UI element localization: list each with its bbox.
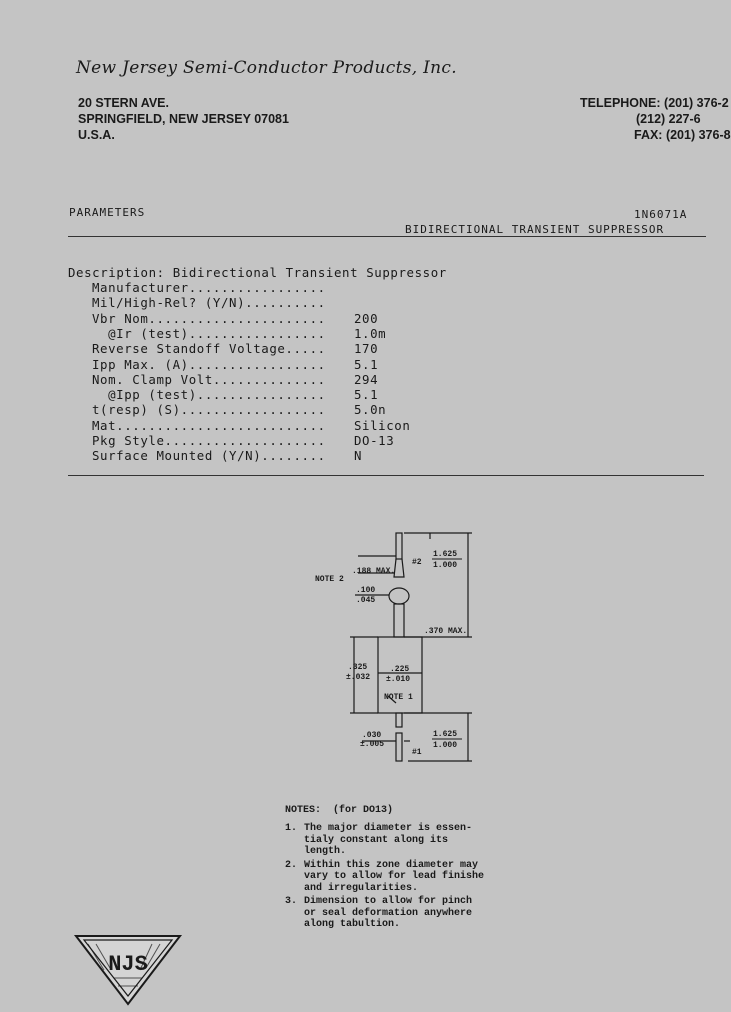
- note2-label: NOTE 2: [315, 575, 344, 584]
- part-number: 1N6071A: [634, 208, 688, 221]
- spec-label: @Ir (test).................: [92, 325, 326, 341]
- dim-pm005: ±.005: [360, 740, 385, 749]
- note-number: 2.: [285, 859, 298, 871]
- dim-d225: .225: [390, 665, 410, 674]
- header-rule: [68, 236, 706, 237]
- fax: FAX: (201) 376-8: [634, 128, 731, 142]
- dim-top-1000: 1.000: [433, 561, 458, 570]
- spec-value: 1.0m: [354, 325, 387, 341]
- top-lead: [396, 533, 402, 559]
- note-line: along tabultion.: [304, 919, 401, 930]
- dim-bot-1000: 1.000: [433, 741, 458, 750]
- bottom-lead: [396, 733, 402, 761]
- spec-label: Manufacturer.................: [92, 280, 326, 295]
- part-description: BIDIRECTIONAL TRANSIENT SUPPRESSOR: [405, 223, 665, 236]
- package-drawing: [300, 525, 510, 775]
- dim-188: .188 MAX.: [352, 567, 396, 576]
- spec-label: @Ipp (test)................: [92, 387, 326, 403]
- telephone: TELEPHONE: (201) 376-2: [580, 96, 729, 110]
- note-number: 1.: [285, 823, 298, 834]
- seal-bulb: [389, 588, 409, 604]
- note-line: and irregularities.: [304, 882, 419, 894]
- dim-max370: .370 MAX.: [424, 627, 468, 636]
- spec-rule: [68, 475, 704, 476]
- dim-045: .045: [356, 596, 376, 605]
- spec-value: 5.1: [354, 356, 379, 372]
- spec-value: 5.0n: [354, 402, 387, 418]
- note1-label: NOTE 1: [384, 693, 413, 702]
- spec-label: Reverse Standoff Voltage.....: [92, 341, 326, 357]
- spec-value: 294: [354, 371, 379, 387]
- note-line: Dimension to allow for pinch: [304, 896, 473, 907]
- note-line: tialy constant along its: [304, 834, 449, 846]
- spec-label: Surface Mounted (Y/N)........: [92, 448, 326, 464]
- telephone-ny: (212) 227-6: [636, 112, 701, 126]
- spec-label: Pkg Style....................: [92, 433, 326, 448]
- note-line: The major diameter is essen-: [304, 823, 473, 834]
- address-line-1: 20 STERN AVE.: [78, 96, 169, 110]
- spec-label: Nom. Clamp Volt..............: [92, 371, 326, 387]
- spec-label: Vbr Nom......................: [92, 310, 326, 326]
- spec-label: Mil/High-Rel? (Y/N)..........: [92, 295, 326, 311]
- spec-value: DO-13: [354, 433, 395, 448]
- spec-label: Ipp Max. (A).................: [92, 356, 326, 372]
- dim-bot-1625: 1.625: [433, 730, 458, 739]
- dim-100: .100: [356, 586, 376, 595]
- dim-top-1625: 1.625: [433, 550, 458, 559]
- address-line-3: U.S.A.: [78, 128, 115, 142]
- note-number: 3.: [285, 896, 298, 907]
- dim-pm010: ±.010: [386, 675, 411, 684]
- spec-value: N: [354, 448, 363, 464]
- note-line: length.: [304, 846, 347, 857]
- spec-label: t(resp) (S)..................: [92, 402, 326, 418]
- description-line: Description: Bidirectional Transient Suppressor: [68, 265, 447, 280]
- top-tabulation: [394, 559, 404, 577]
- logo-letters: NJS: [108, 952, 148, 977]
- lead1-label: #1: [412, 748, 422, 757]
- note-line: vary to allow for lead finishe: [304, 871, 485, 882]
- spec-value: Silicon: [354, 417, 411, 433]
- company-name: New Jersey Semi-Conductor Products, Inc.: [76, 58, 457, 78]
- spec-label: Mat..........................: [92, 417, 326, 433]
- parameters-label: PARAMETERS: [69, 206, 146, 219]
- spec-value: 200: [354, 310, 379, 326]
- dim-d325: .325: [348, 663, 368, 672]
- dim-d030: .030: [362, 731, 382, 740]
- spec-value: 170: [354, 341, 379, 357]
- note-line: Within this zone diameter may: [304, 859, 479, 871]
- neck: [394, 604, 404, 637]
- notes-title: NOTES: (for DO13): [285, 805, 394, 816]
- spec-value: 5.1: [354, 387, 379, 403]
- dim-pm032: ±.032: [346, 673, 371, 682]
- bottom-lead-upper: [396, 713, 402, 727]
- company-logo: [74, 934, 182, 1006]
- note-line: or seal deformation anywhere: [304, 907, 473, 919]
- lead2-label: #2: [412, 558, 422, 567]
- address-line-2: SPRINGFIELD, NEW JERSEY 07081: [78, 112, 289, 126]
